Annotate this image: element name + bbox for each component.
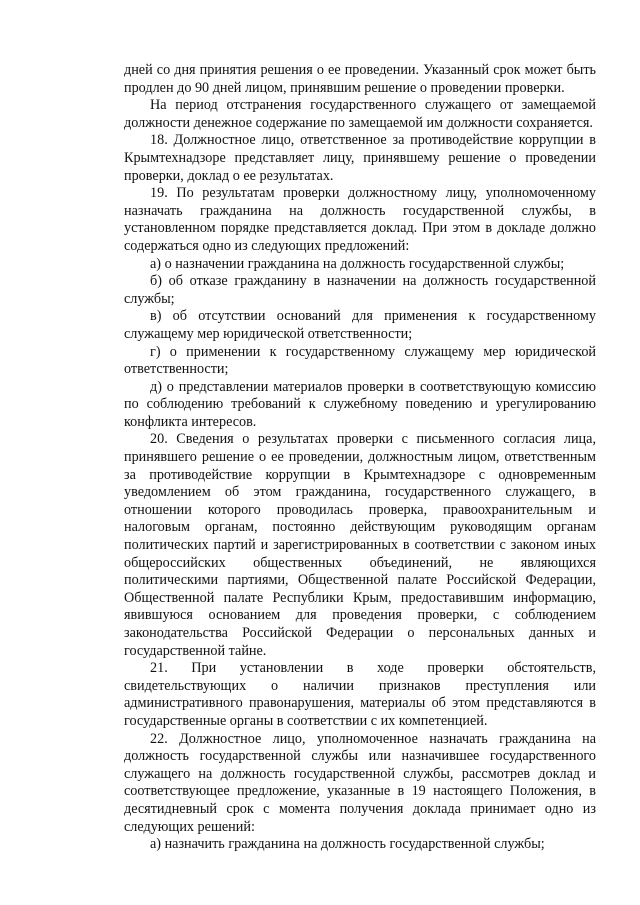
document-page (124, 62, 596, 854)
paragraph-19: 19. По результатам проверки должностному лицу, уполномоченному назначать гражданина на должность государственной службы, в установленном порядке представляется доклад. При этом в докладе должно содержаться одно из следующих предложений: (124, 185, 596, 254)
paragraph-20: 20. Сведения о результатах проверки с письменного согласия лица, принявшего решение о ее проведении, должностным лицом, ответственным за противодействие коррупции в Крымтехнадзоре с одновременным уведомлением об этом гражданина, государственного служащего, в отношении которого проводилась проверка, правоохранительным и налоговым органам, постоянно действующим руководящим органам политических партий и зарегистрированных в соответствии с законом иных общероссийских общественных объединений, не являющихся политическими партиями, Общественной палате Российской Федерации, Общественной палате Республики Крым, предоставившим информацию, явившуюся основанием для проведения проверки, с соблюдением законодательства Российской Федерации о персональных данных и государственной тайне. (124, 431, 596, 659)
list-item-19-v: в) об отсутствии оснований для применения к государственному служащему мер юридической ответственности; (124, 308, 596, 342)
paragraph-suspension-salary: На период отстранения государственного служащего от замещаемой должности денежное содержание по замещаемой им должности сохраняется. (124, 97, 596, 131)
list-item-19-b: б) об отказе гражданину в назначении на должность государственной службы; (124, 273, 596, 307)
paragraph-continuation: дней со дня принятия решения о ее проведении. Указанный срок может быть продлен до 90 дней лицом, принявшим решение о проведении проверки. (124, 62, 596, 96)
list-item-19-g: г) о применении к государственному служащему мер юридической ответственности; (124, 343, 596, 378)
paragraph-21: 21. При установлении в ходе проверки обстоятельств, свидетельствующих о наличии признаков преступления или административного правонарушения, материалы об этом представляются в государственные органы в соответствии с их компетенцией. (124, 660, 596, 729)
list-item-19-a: а) о назначении гражданина на должность государственной службы; (150, 255, 565, 272)
list-item-22-a: а) назначить гражданина на должность государственной службы; (150, 836, 545, 853)
paragraph-18: 18. Должностное лицо, ответственное за противодействие коррупции в Крымтехнадзоре представляет лицу, принявшему решение о проведении проверки, доклад о ее результатах. (124, 132, 596, 184)
paragraph-22: 22. Должностное лицо, уполномоченное назначать гражданина на должность государственной службы или назначившее государственного служащего на должность государственной службы, рассмотрев доклад и соответствующее предложение, указанные в 19 настоящего Положения, в десятидневный срок с момента получения доклада принимает одно из следующих решений: (124, 730, 596, 835)
list-item-19-d: д) о представлении материалов проверки в соответствующую комиссию по соблюдению требований к служебному поведению и урегулированию конфликта интересов. (124, 378, 596, 430)
